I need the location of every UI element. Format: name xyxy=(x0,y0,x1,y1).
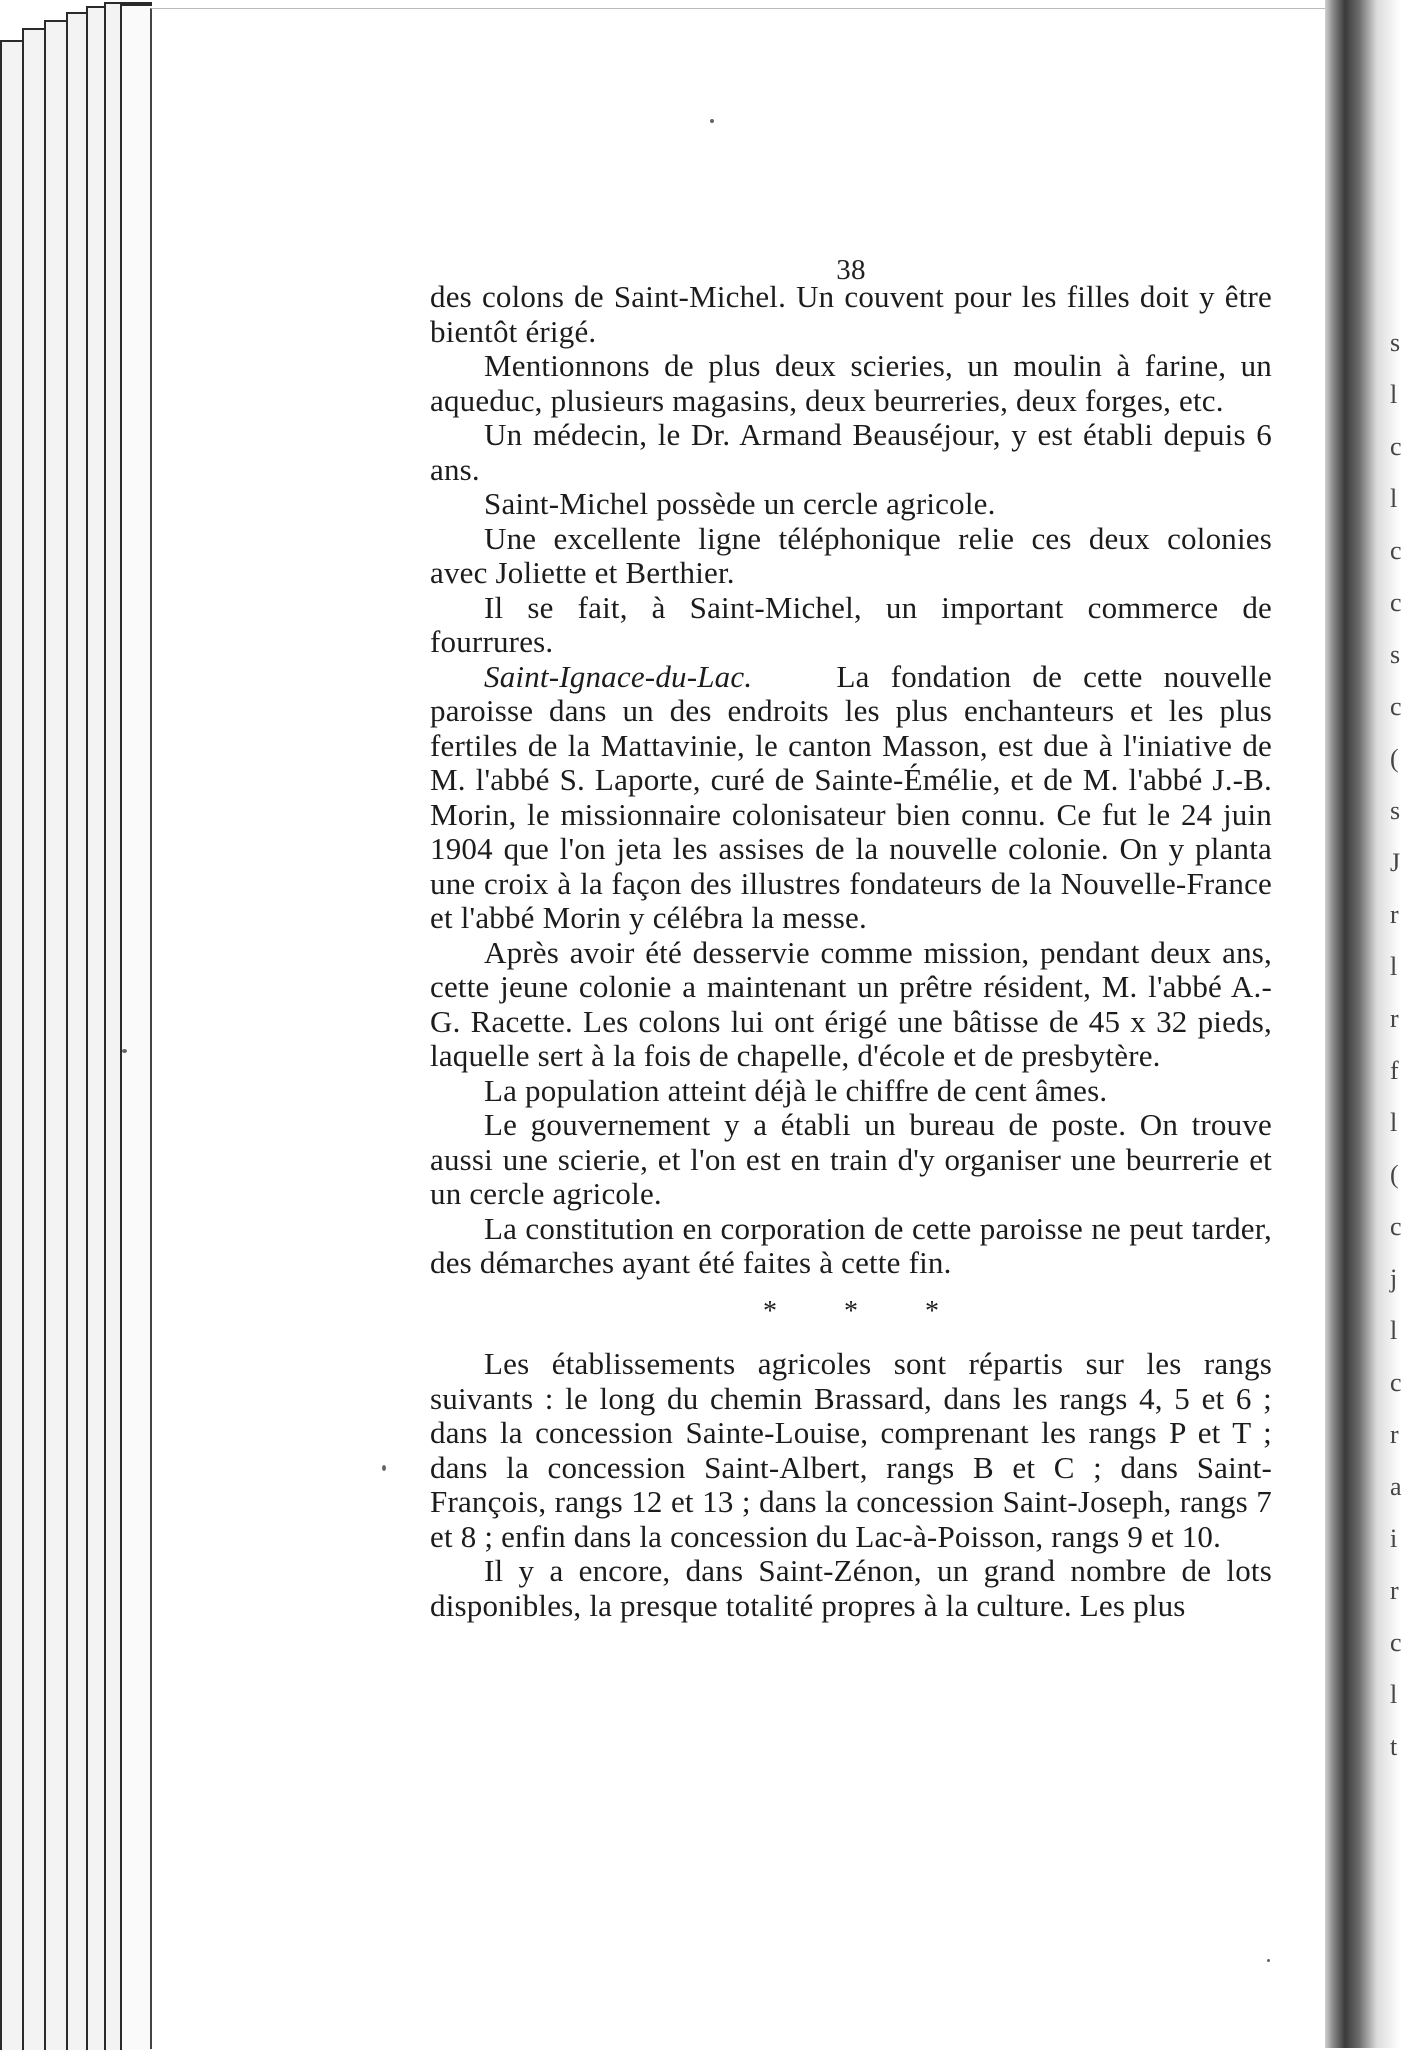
paper-speck xyxy=(710,119,714,123)
edge-letter: a xyxy=(1390,1472,1402,1501)
edge-letter: l xyxy=(1390,380,1398,409)
edge-letter: l xyxy=(1390,1108,1398,1137)
edge-letter: c xyxy=(1390,1368,1402,1397)
page-number: 38 xyxy=(836,254,866,286)
paragraph: Après avoir été desservie comme mission, pendant deux ans, cette jeune colonie a maintenant un prêtre résident, M. l'abbé A.-G. Racette. Les colons lui ont érigé une bâtisse de 45 x 32 pieds, laquelle sert à la fois de chapelle, d'école et de presbytère. xyxy=(430,934,1272,1073)
section-heading: Saint-Ignace-du-Lac. xyxy=(484,658,753,694)
paragraph: Un médecin, le Dr. Armand Beauséjour, y est établi depuis 6 ans. xyxy=(430,417,1272,487)
paragraph: Le gouvernement y a établi un bureau de poste. On trouve aussi une scierie, et l'on est en train d'y organiser une beurrerie et un cercle agricole. xyxy=(430,1107,1272,1211)
paragraph: Mentionnons de plus deux scieries, un moulin à farine, un aqueduc, plusieurs magasins, deux beurreries, deux forges, etc. xyxy=(430,348,1272,418)
edge-letter: ( xyxy=(1390,1160,1399,1189)
page-edge xyxy=(120,4,152,2050)
edge-letter: c xyxy=(1390,1628,1402,1657)
paragraph: La population atteint déjà le chiffre de cent âmes. xyxy=(484,1072,1108,1108)
edge-letter: t xyxy=(1390,1732,1398,1761)
paper-speck xyxy=(382,1465,386,1471)
next-page-edge xyxy=(1390,0,1400,2048)
edge-letter: s xyxy=(1390,796,1401,825)
edge-letter: s xyxy=(1390,328,1401,357)
edge-letter: ( xyxy=(1390,744,1399,773)
page-text xyxy=(430,254,1272,1623)
paragraph: La constitution en corporation de cette paroisse ne peut tarder, des démarches ayant été faites à cette fin. xyxy=(430,1210,1272,1280)
edge-letter: f xyxy=(1390,1056,1399,1085)
paragraph: Il se fait, à Saint-Michel, un important commerce de fourrures. xyxy=(430,589,1272,659)
edge-letter: c xyxy=(1390,1212,1402,1241)
edge-letter: J xyxy=(1390,848,1401,877)
edge-letter: l xyxy=(1390,484,1398,513)
paragraph: Une excellente ligne téléphonique relie ces deux colonies avec Joliette et Berthier. xyxy=(430,520,1272,590)
binding-gutter-shadow xyxy=(1325,0,1400,2048)
paragraph: Saint-Michel possède un cercle agricole. xyxy=(484,486,996,521)
edge-letter: l xyxy=(1390,1680,1398,1709)
edge-letter: r xyxy=(1390,1004,1399,1033)
page-stack-edges xyxy=(0,0,150,2048)
edge-letter: r xyxy=(1390,900,1399,929)
paragraph: des colons de Saint-Michel. Un couvent pour les filles doit y être bientôt érigé. xyxy=(430,279,1272,349)
section-saint-ignace xyxy=(430,660,1272,936)
edge-letter: i xyxy=(1390,1524,1398,1553)
edge-letter: c xyxy=(1390,536,1402,565)
edge-letter: j xyxy=(1390,1264,1398,1293)
paper-speck xyxy=(1267,1959,1270,1962)
edge-letter: c xyxy=(1390,692,1402,721)
edge-letter: c xyxy=(1390,588,1402,617)
edge-letter: c xyxy=(1390,432,1402,461)
edge-letter: s xyxy=(1390,640,1401,669)
paragraph: Il y a encore, dans Saint-Zénon, un grand nombre de lots disponibles, la presque totalité propres à la culture. Les plus xyxy=(430,1553,1272,1623)
edge-letter: r xyxy=(1390,1576,1399,1605)
paper-speck xyxy=(122,1049,127,1053)
paragraph: Les établissements agricoles sont répartis sur les rangs suivants : le long du chemin Brassard, dans les rangs 4, 5 et 6 ; dans la concession Sainte-Louise, comprenant les rangs P et T ; dans la concession Saint-Albert, rangs B et C ; dans Saint-François, rangs 12 et 13 ; dans la concession Saint-Joseph, rangs 7 et 8 ; enfin dans la concession du Lac-à-Poisson, rangs 9 et 10. xyxy=(430,1346,1272,1554)
section-text: La fondation de cette nouvelle paroisse dans un des endroits les plus enchanteurs et les plus fertiles de la Mattavinie, le canton Masson, est due à l'iniative de M. l'abbé S. Laporte, curé de Sainte-Émélie, et de M. l'abbé J.-B. Morin, le missionnaire colonisateur bien connu. Ce fut le 24 juin 1904 que l'on jeta les assises de la nouvelle colonie. On y planta une croix à la façon des illustres fondateurs de la Nouvelle-France et l'abbé Morin y célébra la messe. xyxy=(430,658,1272,935)
edge-letter: r xyxy=(1390,1420,1399,1449)
section-separator: * * * xyxy=(763,1295,969,1327)
edge-letter: l xyxy=(1390,1316,1398,1345)
edge-letter: l xyxy=(1390,952,1398,981)
